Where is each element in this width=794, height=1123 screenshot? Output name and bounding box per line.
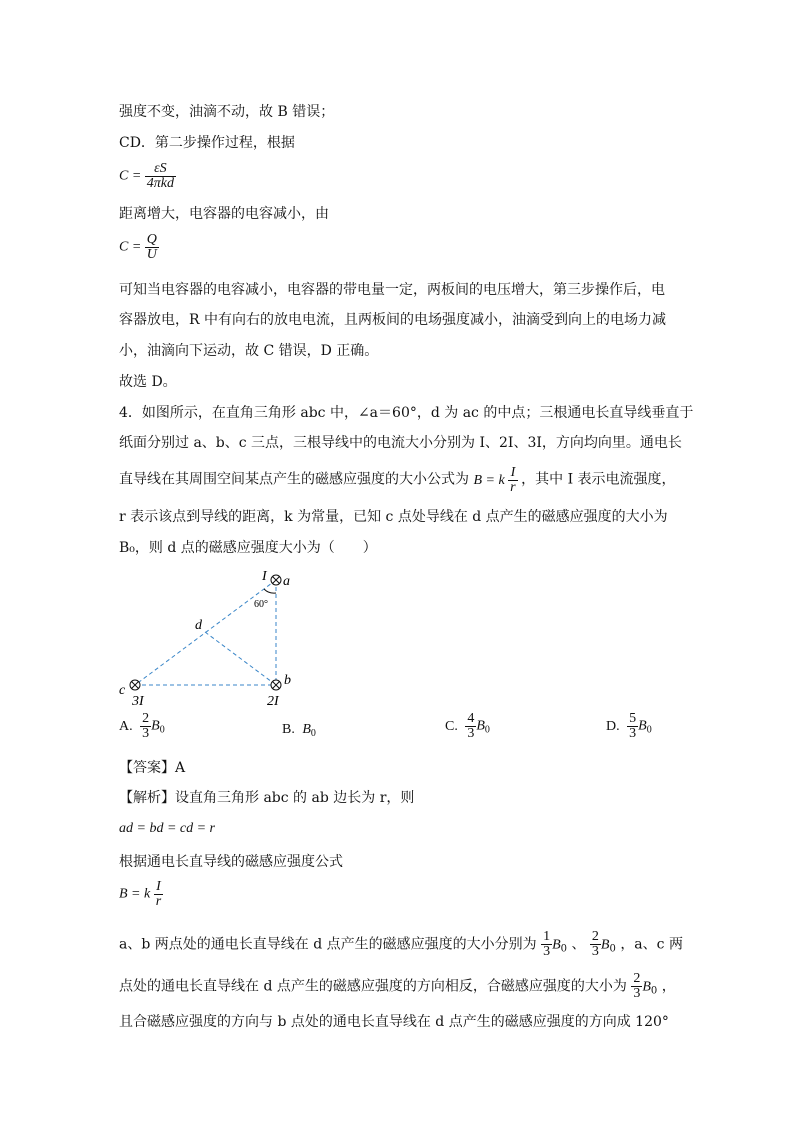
explanation-line: 且合磁感应强度的方向与 b 点处的通电长直导线在 d 点产生的磁感应强度的方向成 120° (119, 1014, 669, 1030)
choice-b[interactable]: B. $B_0$ (282, 722, 316, 739)
text-line: 容器放电，R 中有向右的放电电流，且两板间的电场强度减小，油滴受到向上的电场力减 (119, 312, 666, 328)
question-text: B₀，则 d 点的磁感应强度大小为（ ） (119, 540, 377, 556)
text-line: 距离增大，电容器的电容减小，由 (119, 206, 329, 222)
angle-arc (264, 589, 276, 593)
label-I: I (262, 569, 267, 584)
segment-bd (205, 632, 276, 685)
text-line: 可知当电容器的电容减小，电容器的带电量一定，两板间的电压增大，第三步操作后，电 (119, 282, 665, 298)
text-line: 强度不变，油滴不动，故 B 错误； (119, 104, 335, 120)
wire-c-icon (130, 680, 140, 690)
wire-a-icon (271, 575, 281, 585)
choice-a[interactable]: A. $\frac{2}{3}$ $B_0$ (119, 711, 165, 741)
explanation-line: a、b 两点处的通电长直导线在 d 点产生的磁感应强度的大小分别为 $\frac{1}{3}$ $B_0$ 、 $\frac{2}{3}$ $B_0$ ，a、c 两 (119, 929, 683, 959)
fraction: $\frac{I}{r}$ (155, 879, 162, 909)
explanation-line: 点处的通电长直导线在 d 点产生的磁感应强度的方向相反，合磁感应强度的大小为 $\frac{2}{3}$ $B_0$ ， (119, 971, 676, 1001)
question-text: r 表示该点到导线的距离，k 为常量，已知 c 点处导线在 d 点产生的磁感应强度的大小为 (119, 509, 668, 525)
text-line: 小，油滴向下运动，故 C 错误，D 正确。 (119, 343, 379, 359)
question-text: 直导线在其周围空间某点产生的磁感应强度的大小公式为 B = k $\frac{I}{r}$ ，其中 I 表示电流强度， (119, 465, 676, 495)
choice-d[interactable]: D. $\frac{5}{3}$ $B_0$ (606, 711, 652, 741)
fraction: $\frac{I}{r}$ (510, 465, 516, 495)
label-3I: 3I (132, 694, 144, 708)
text-line: 故选 D。 (119, 374, 177, 390)
answer-line: 【答案】A (119, 760, 186, 776)
triangle-figure (112, 563, 302, 708)
text-line: CD．第二步操作过程，根据 (119, 135, 295, 151)
capacitance-formula: C = $\frac{\varepsilon S}{\text{4πkd}}$ (119, 161, 175, 191)
choice-c[interactable]: C. $\frac{4}{3}$ $B_0$ (445, 711, 490, 741)
label-angle: 60° (254, 599, 268, 610)
question-text: 纸面分别过 a、b、c 三点，三根导线中的电流大小分别为 I、2I、3I，方向均向里。通电长 (119, 435, 682, 451)
explanation-line: 根据通电长直导线的磁感应强度公式 (119, 854, 343, 870)
capacitance-def-formula: C = $\frac{Q}{U}$ (119, 232, 157, 262)
label-2I: 2I (267, 694, 279, 708)
label-d: d (195, 618, 202, 633)
equation-line: ad = bd = cd = r (119, 821, 216, 836)
explanation-line: 【解析】设直角三角形 abc 的 ab 边长为 r，则 (119, 790, 415, 806)
magnetic-field-formula: B = k $\frac{I}{r}$ (119, 879, 162, 909)
label-a: a (283, 574, 290, 589)
fraction: $\frac{\varepsilon S}{\text{4πkd}}$ (146, 161, 175, 191)
question-text: 4．如图所示，在直角三角形 abc 中，∠a＝60°，d 为 ac 的中点；三根通电长直导线垂直于 (119, 405, 694, 421)
label-c: c (119, 683, 126, 698)
wire-b-icon (271, 680, 281, 690)
fraction: $\frac{Q}{U}$ (146, 232, 157, 262)
label-b: b (284, 673, 291, 688)
